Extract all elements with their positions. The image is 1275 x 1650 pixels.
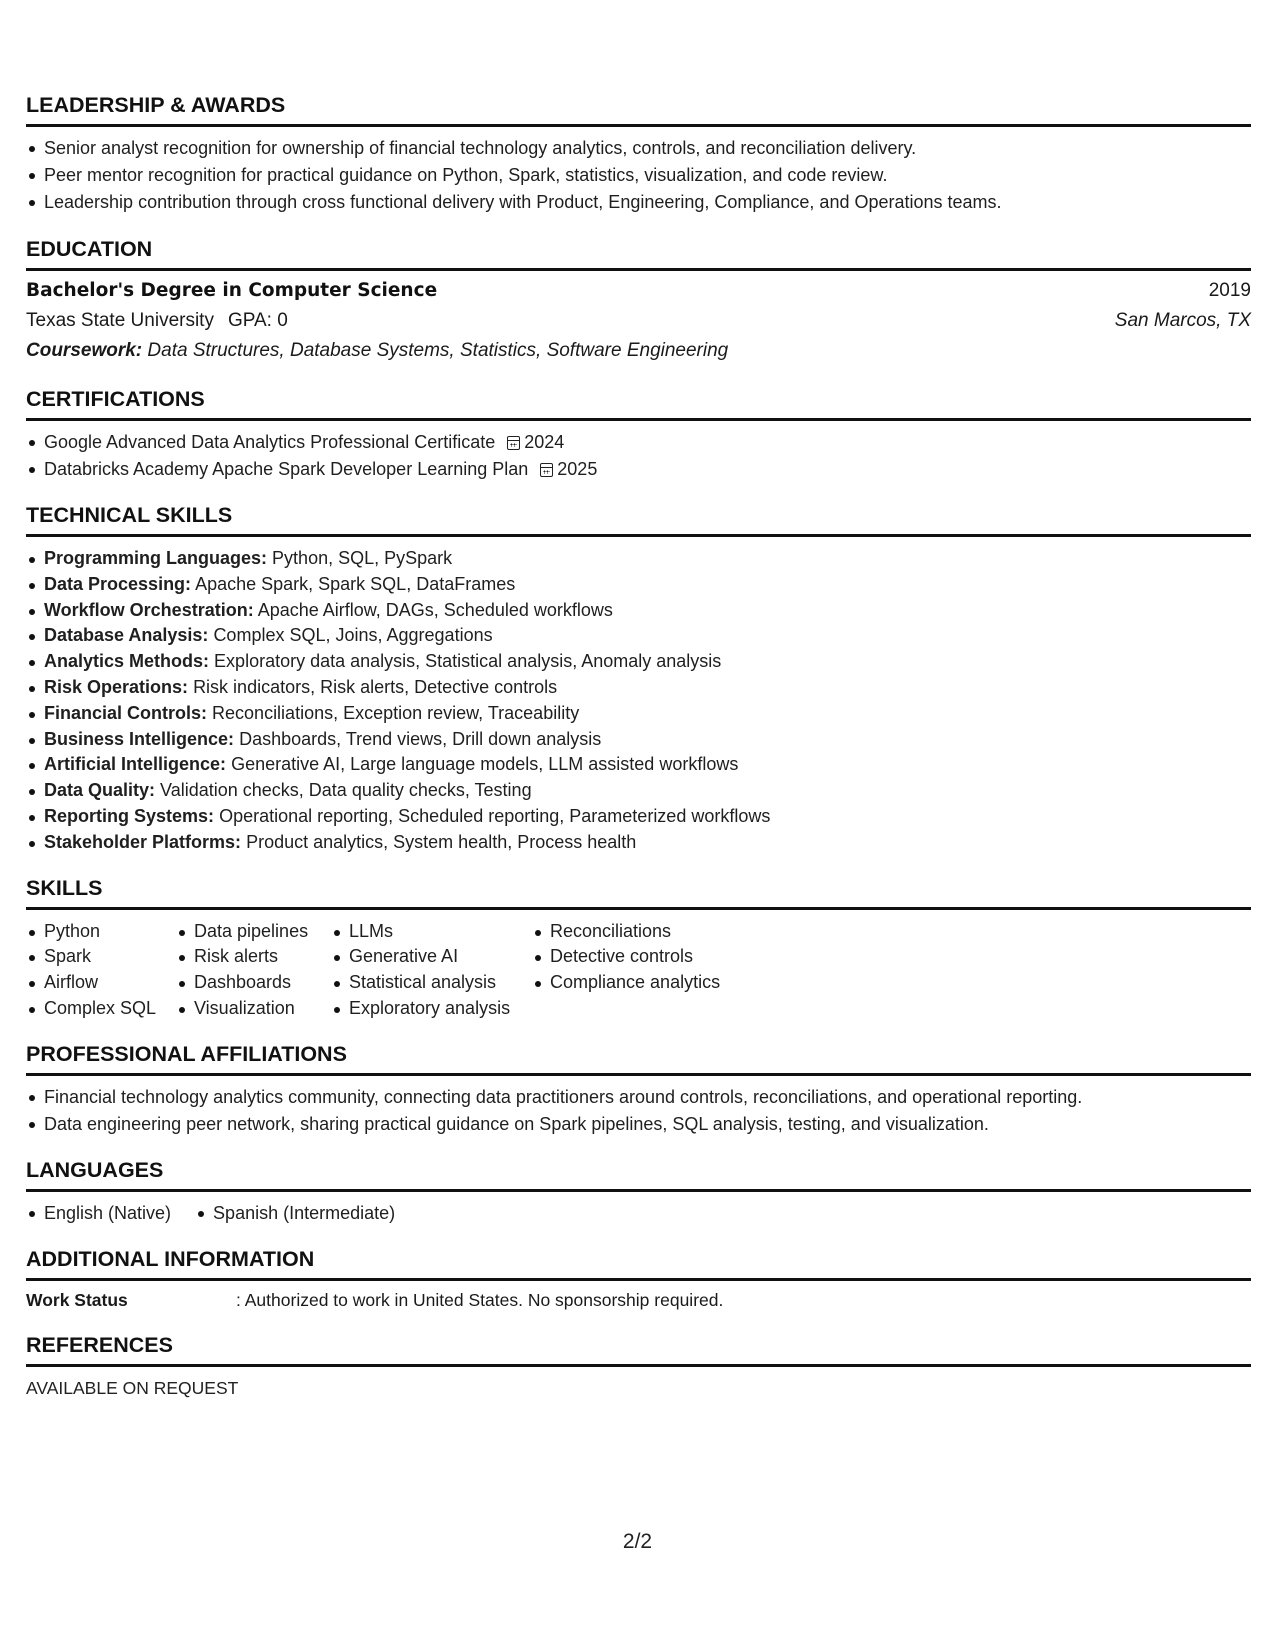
skills-column xyxy=(331,919,532,1022)
section-title: TECHNICAL SKILLS xyxy=(26,503,233,527)
list-item: Data engineering peer network, sharing practical guidance on Spark pipelines, SQL analysis, testing, and visualization. xyxy=(26,1111,1251,1138)
section-title: PROFESSIONAL AFFILIATIONS xyxy=(26,1041,347,1066)
gpa: GPA: 0 xyxy=(227,310,288,331)
skills-column xyxy=(176,919,331,1022)
references-text: AVAILABLE ON REQUEST xyxy=(26,1377,239,1398)
skill-category: Workflow Orchestration: xyxy=(44,599,254,620)
skill-item: Dashboards xyxy=(176,970,331,996)
list-item xyxy=(26,727,1251,753)
list-item xyxy=(26,598,1251,624)
section-title: ADDITIONAL INFORMATION xyxy=(26,1246,315,1271)
certification-name: Databricks Academy Apache Spark Developer Learning Plan xyxy=(44,459,529,479)
skill-values: Generative AI, Large language models, LLM assisted workflows xyxy=(231,754,739,775)
skill-item: LLMs xyxy=(331,919,532,945)
work-status-label: Work Status xyxy=(26,1289,128,1310)
skill-item: Detective controls xyxy=(532,944,782,970)
section-title: REFERENCES xyxy=(26,1332,173,1357)
graduation-year: 2019 xyxy=(1208,280,1251,301)
section-title: CERTIFICATIONS xyxy=(26,387,205,411)
coursework-list: Data Structures, Database Systems, Statistics, Software Engineering xyxy=(147,340,729,361)
skills-grid xyxy=(26,919,1251,1022)
list-item xyxy=(26,546,1251,572)
section-divider xyxy=(26,268,1251,271)
section-divider xyxy=(26,418,1251,421)
language-item: Spanish (Intermediate) xyxy=(195,1200,395,1227)
section-references xyxy=(26,1332,1251,1401)
skill-category: Programming Languages: xyxy=(44,548,268,568)
skill-item: Python xyxy=(26,919,176,945)
section-title: LANGUAGES xyxy=(26,1157,164,1182)
section-title: LEADERSHIP & AWARDS xyxy=(26,93,286,117)
skill-item: Reconciliations xyxy=(532,919,782,945)
skill-category: Risk Operations: xyxy=(44,676,189,697)
languages-list xyxy=(26,1200,1251,1227)
section-divider xyxy=(26,907,1251,910)
list-item xyxy=(26,623,1251,649)
section-technical-skills xyxy=(26,502,1251,856)
education-entry xyxy=(26,276,1251,366)
list-item: Senior analyst recognition for ownership of financial technology analytics, controls, and reconciliation delivery. xyxy=(26,135,1251,162)
list-item xyxy=(26,778,1251,804)
section-divider xyxy=(26,1073,1251,1076)
skills-column xyxy=(26,919,176,1022)
calendar-icon xyxy=(507,436,520,450)
skill-values: Complex SQL, Joins, Aggregations xyxy=(213,625,493,646)
skill-item: Visualization xyxy=(176,996,331,1022)
certification-year: 2025 xyxy=(557,459,598,479)
skill-values: Risk indicators, Risk alerts, Detective controls xyxy=(193,676,558,697)
list-item xyxy=(26,675,1251,701)
list-item: Leadership contribution through cross functional delivery with Product, Engineering, Compliance, and Operations teams. xyxy=(26,189,1251,216)
leadership-list xyxy=(26,135,1251,216)
degree-title: Bachelor's Degree in Computer Science xyxy=(26,280,438,301)
section-divider xyxy=(26,1364,1251,1367)
work-status-value: : Authorized to work in United States. No sponsorship required. xyxy=(236,1289,724,1310)
skill-item: Data pipelines xyxy=(176,919,331,945)
list-item xyxy=(26,572,1251,598)
skill-values: Apache Airflow, DAGs, Scheduled workflows xyxy=(257,599,613,620)
skill-values: Validation checks, Data quality checks, Testing xyxy=(160,780,532,801)
school-name: Texas State University xyxy=(26,310,214,331)
list-item xyxy=(26,804,1251,830)
skill-values: Exploratory data analysis, Statistical analysis, Anomaly analysis xyxy=(214,651,722,672)
skill-item: Exploratory analysis xyxy=(331,996,532,1022)
skill-values: Product analytics, System health, Process health xyxy=(246,831,637,852)
skill-values: Dashboards, Trend views, Drill down analysis xyxy=(239,728,602,749)
coursework xyxy=(26,336,1251,366)
skill-category: Stakeholder Platforms: xyxy=(44,831,242,852)
skill-category: Data Processing: xyxy=(44,573,192,594)
section-education xyxy=(26,236,1251,366)
resume-page xyxy=(26,92,1251,1401)
skill-item: Risk alerts xyxy=(176,944,331,970)
school-location: San Marcos, TX xyxy=(1114,310,1251,331)
skill-item: Statistical analysis xyxy=(331,970,532,996)
skill-values: Python, SQL, PySpark xyxy=(272,548,453,568)
language-item: English (Native) xyxy=(26,1200,171,1227)
certification-name: Google Advanced Data Analytics Professional Certificate xyxy=(44,432,496,452)
section-title: EDUCATION xyxy=(26,237,153,261)
skill-category: Business Intelligence: xyxy=(44,728,235,749)
skill-category: Reporting Systems: xyxy=(44,805,215,826)
coursework-label: Coursework: xyxy=(26,340,143,361)
section-divider xyxy=(26,1189,1251,1192)
list-item xyxy=(26,429,1251,456)
skill-values: Operational reporting, Scheduled reporting, Parameterized workflows xyxy=(219,805,771,826)
technical-skills-list xyxy=(26,546,1251,856)
skill-values: Reconciliations, Exception review, Traceability xyxy=(212,702,580,723)
section-divider xyxy=(26,124,1251,127)
skill-item: Generative AI xyxy=(331,944,532,970)
list-item: Financial technology analytics community, connecting data practitioners around controls, reconciliations, and operational reporting. xyxy=(26,1084,1251,1111)
work-status-row xyxy=(26,1287,1251,1313)
section-divider xyxy=(26,534,1251,537)
section-divider xyxy=(26,1278,1251,1281)
skill-category: Analytics Methods: xyxy=(44,651,210,672)
section-professional-affiliations xyxy=(26,1041,1251,1138)
skill-values: Apache Spark, Spark SQL, DataFrames xyxy=(195,573,516,594)
section-certifications xyxy=(26,386,1251,483)
section-title: SKILLS xyxy=(26,875,103,900)
certification-year: 2024 xyxy=(524,432,565,452)
skill-item: Complex SQL xyxy=(26,996,176,1022)
skill-category: Financial Controls: xyxy=(44,702,208,723)
list-item xyxy=(26,649,1251,675)
skill-category: Data Quality: xyxy=(44,780,156,801)
skill-item: Compliance analytics xyxy=(532,970,782,996)
calendar-icon xyxy=(540,463,553,477)
affiliations-list xyxy=(26,1084,1251,1138)
section-skills xyxy=(26,875,1251,1022)
list-item xyxy=(26,701,1251,727)
skill-category: Database Analysis: xyxy=(44,625,209,646)
page-number: 2/2 xyxy=(622,1530,653,1553)
list-item xyxy=(26,752,1251,778)
section-leadership-awards xyxy=(26,92,1251,216)
skill-item: Spark xyxy=(26,944,176,970)
skill-item: Airflow xyxy=(26,970,176,996)
section-languages xyxy=(26,1157,1251,1227)
certifications-list xyxy=(26,429,1251,483)
list-item: Peer mentor recognition for practical guidance on Python, Spark, statistics, visualization, and code review. xyxy=(26,162,1251,189)
section-additional-information xyxy=(26,1246,1251,1313)
skill-category: Artificial Intelligence: xyxy=(44,754,227,775)
list-item xyxy=(26,830,1251,856)
skills-column xyxy=(532,919,782,1022)
list-item xyxy=(26,456,1251,483)
